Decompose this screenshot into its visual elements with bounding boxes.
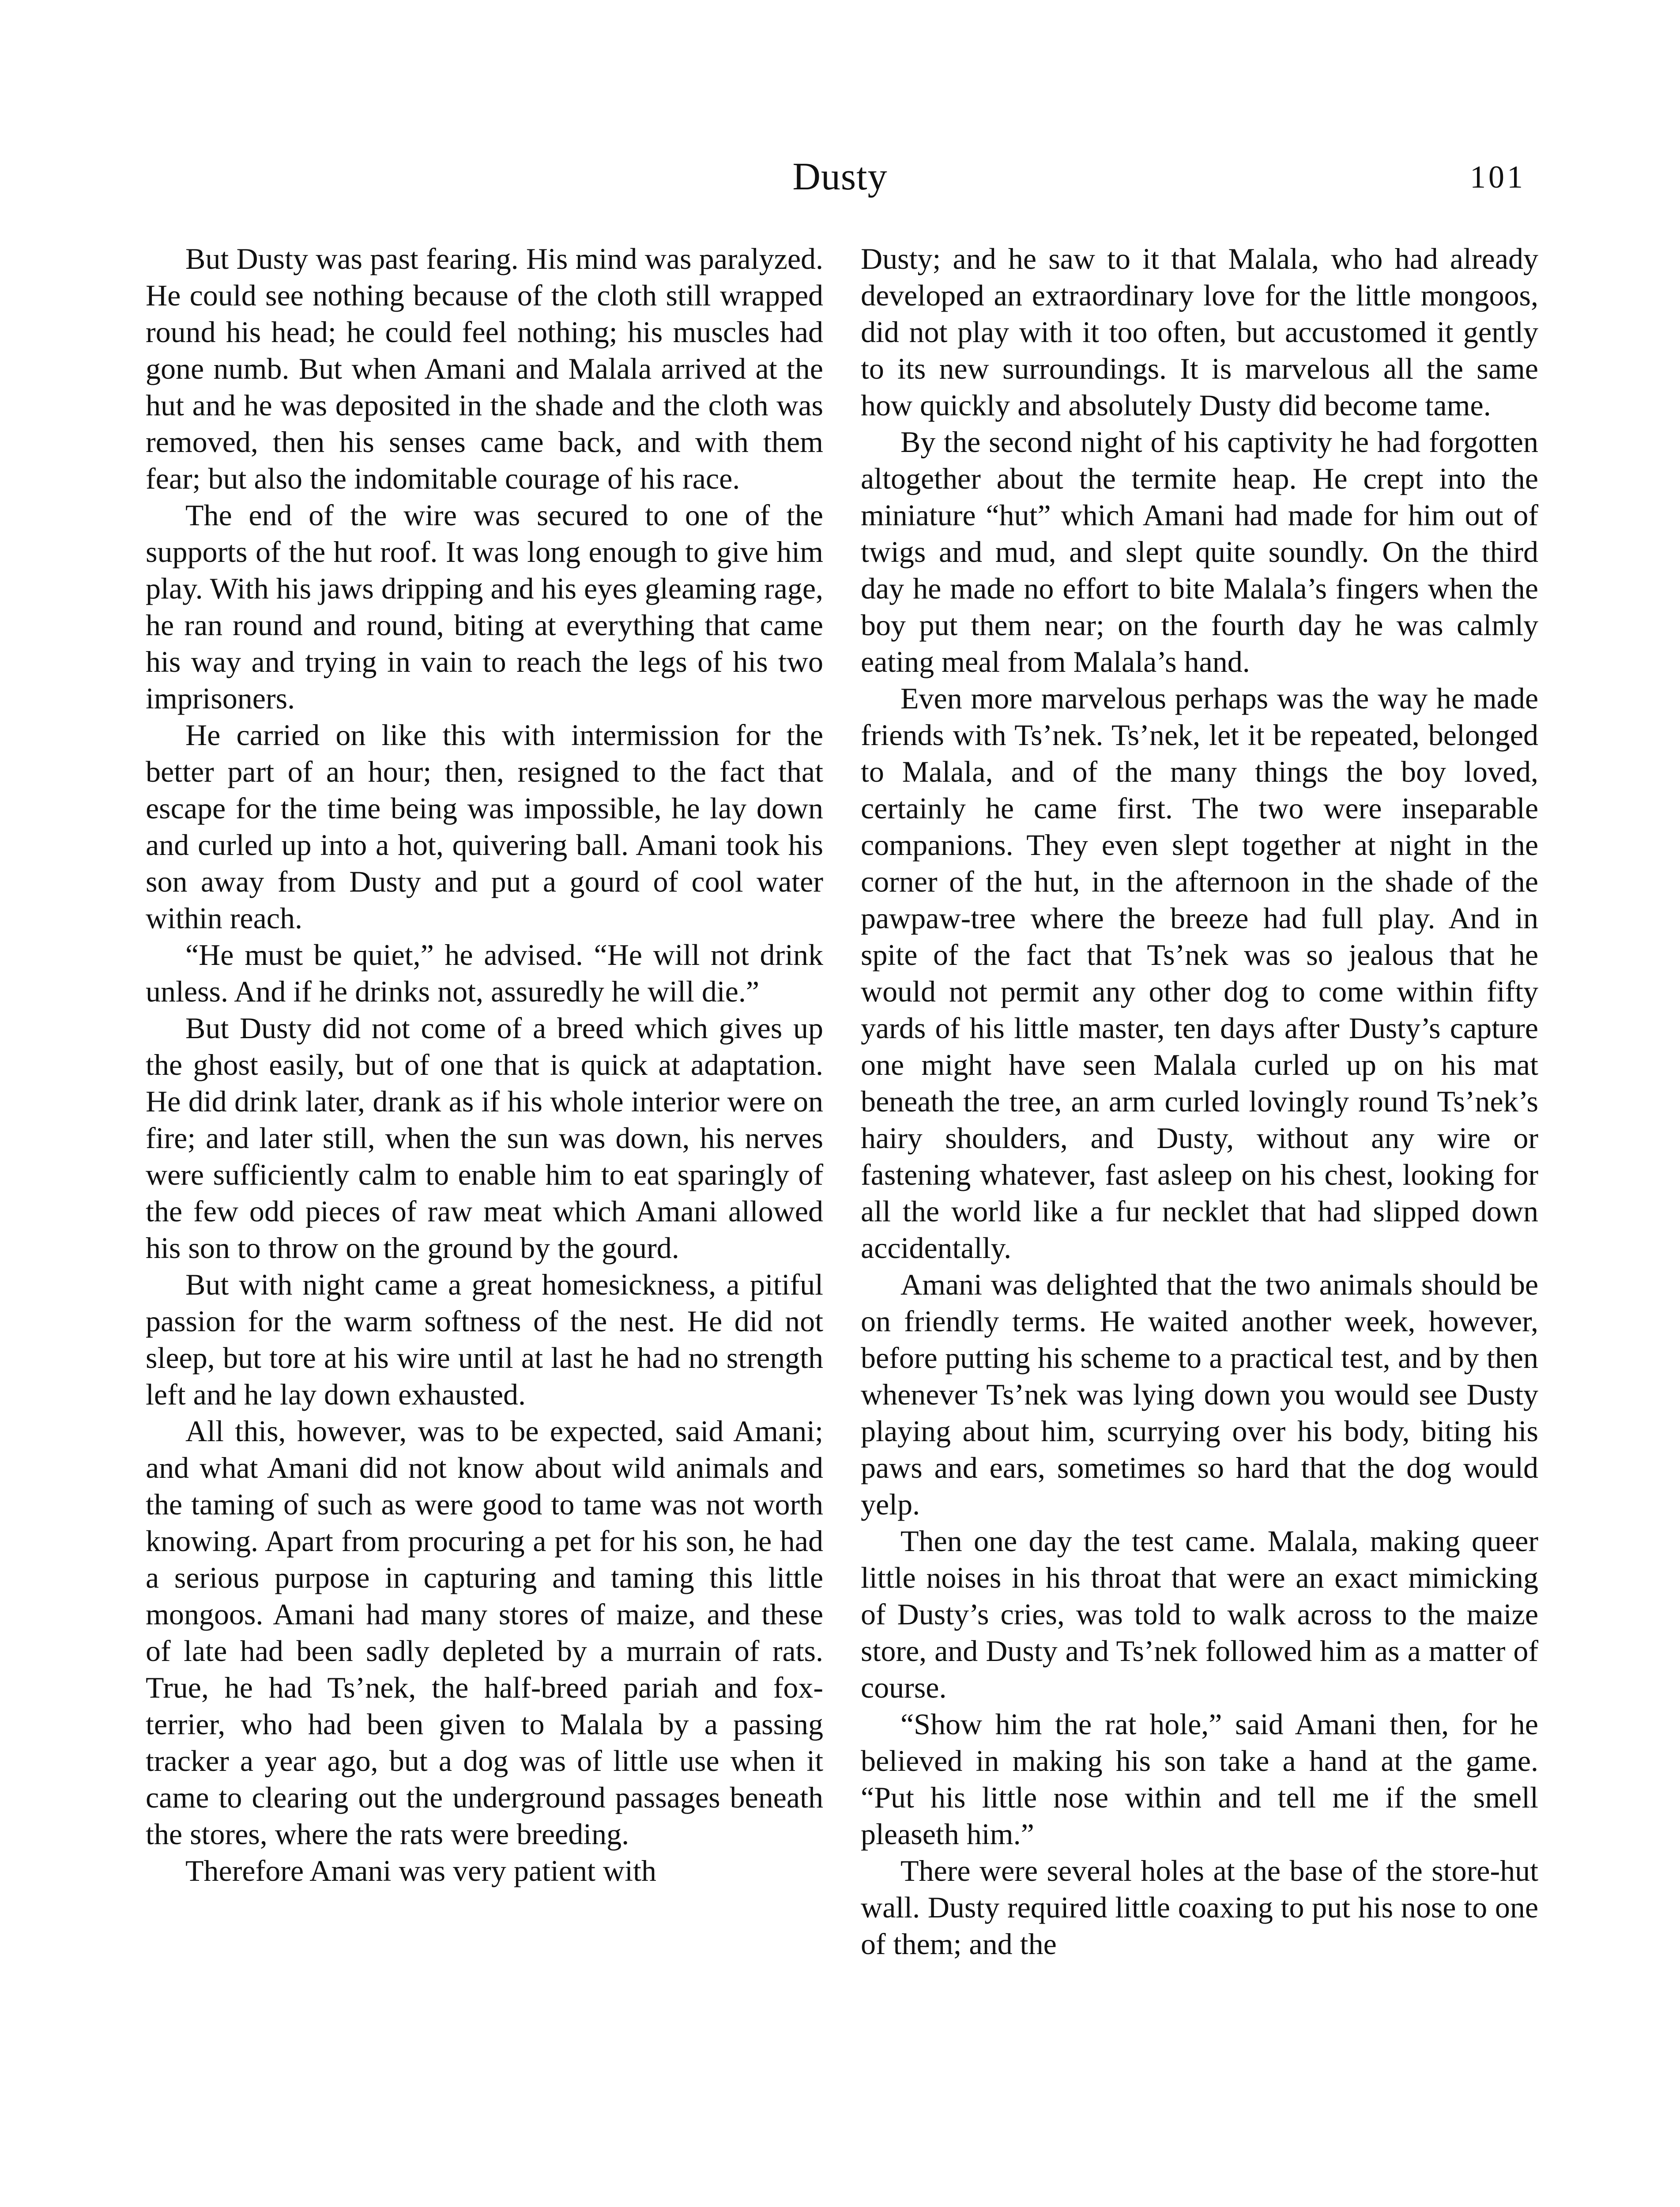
- paragraph: But with night came a great homesickness, a pitiful passion for the warm softness of the nest. He did not sleep, but tore at his wire until at last he had no strength left and he lay down exhausted.: [146, 1268, 823, 1411]
- running-title: Dusty: [792, 155, 888, 198]
- paragraph: Therefore Amani was very patient with: [185, 1854, 656, 1887]
- right-column: [861, 241, 1538, 2207]
- paragraph: But Dusty was past fearing. His mind was paralyzed. He could see nothing because of the cloth still wrapped round his head; he could feel nothing; his muscles had gone numb. But when Amani and Malala arrived at the hut and he was deposited in the shade and the cloth was removed, then his senses came back, and with them fear; but also the indomitable courage of his race.: [146, 242, 823, 495]
- paragraph: “He must be quiet,” he advised. “He will not drink unless. And if he drinks not, assuredly he will die.”: [146, 938, 823, 1008]
- running-head: [0, 154, 1680, 207]
- paragraph: He carried on like this with intermission for the better part of an hour; then, resigned to the fact that escape for the time being was impossible, he lay down and curled up into a hot, quivering ball. Amani took his son away from Dusty and put a gourd of cool water within reach.: [146, 718, 823, 935]
- paragraph: By the second night of his captivity he had forgotten altogether about the termite heap. He crept into the miniature “hut” which Amani had made for him out of twigs and mud, and slept quite soundly. On the third day he made no effort to bite Malala’s fingers when the boy put them near; on the fourth day he was calmly eating meal from Malala’s hand.: [861, 425, 1538, 678]
- paragraph: Even more marvelous perhaps was the way he made friends with Ts’nek. Ts’nek, let it be repeated, belonged to Malala, and of the many things the boy loved, certainly he came first. The two were inseparable companions. They even slept together at night in the corner of the hut, in the afternoon in the shade of the pawpaw-tree where the breeze had full play. And in spite of the fact that Ts’nek was so jealous that he would not permit any other dog to come within fifty yards of his little master, ten days after Dusty’s capture one might have seen Malala curled up on his mat beneath the tree, an arm curled lovingly round Ts’nek’s hairy shoulders, and Dusty, without any wire or fastening whatever, fast asleep on his chest, looking for all the world like a fur necklet that had slipped down accidentally.: [861, 682, 1538, 1265]
- paragraph: Amani was delighted that the two animals should be on friendly terms. He waited another week, however, before putting his scheme to a practical test, and by then whenever Ts’nek was lying down you would see Dusty playing about him, scurrying over his body, biting his paws and ears, sometimes so hard that the dog would yelp.: [861, 1268, 1538, 1521]
- paragraph: Then one day the test came. Malala, making queer little noises in his throat that were an exact mimicking of Dusty’s cries, was told to walk across to the maize store, and Dusty and Ts’nek followed him as a matter of course.: [861, 1524, 1538, 1704]
- paragraph: But Dusty did not come of a breed which gives up the ghost easily, but of one that is quick at adaptation. He did drink later, drank as if his whole interior were on fire; and later still, when the sun was down, his nerves were sufficiently calm to enable him to eat sparingly of the few odd pieces of raw meat which Amani allowed his son to throw on the ground by the gourd.: [146, 1011, 823, 1265]
- paragraph: There were several holes at the base of the store-hut wall. Dusty required little coaxing to put his nose to one of them; and the: [861, 1854, 1538, 1961]
- left-column: [146, 241, 823, 2207]
- continued-paragraph: Dusty; and he saw to it that Malala, who had already developed an extraordinary love for the little mongoos, did not play with it too often, but accustomed it gently to its new surroundings. It is marvelous all the same how quickly and absolutely Dusty did become tame.: [861, 242, 1538, 422]
- page-number: 101: [1470, 159, 1526, 195]
- paragraph: “Show him the rat hole,” said Amani then, for he believed in making his son take a hand at the game. “Put his little nose within and tell me if the smell pleaseth him.”: [861, 1707, 1538, 1851]
- paragraph: The end of the wire was secured to one of the supports of the hut roof. It was long enough to give him play. With his jaws dripping and his eyes gleaming rage, he ran round and round, biting at everything that came his way and trying in vain to reach the legs of his two imprisoners.: [146, 498, 823, 715]
- paragraph: All this, however, was to be expected, said Amani; and what Amani did not know about wild animals and the taming of such as were good to tame was not worth knowing. Apart from procuring a pet for his son, he had a serious purpose in capturing and taming this little mongoos. Amani had many stores of maize, and these of late had been sadly depleted by a murrain of rats. True, he had Ts’nek, the half-breed pariah and fox-terrier, who had been given to Malala by a passing tracker a year ago, but a dog was of little use when it came to clearing out the underground passages beneath the stores, where the rats were breeding.: [146, 1414, 823, 1851]
